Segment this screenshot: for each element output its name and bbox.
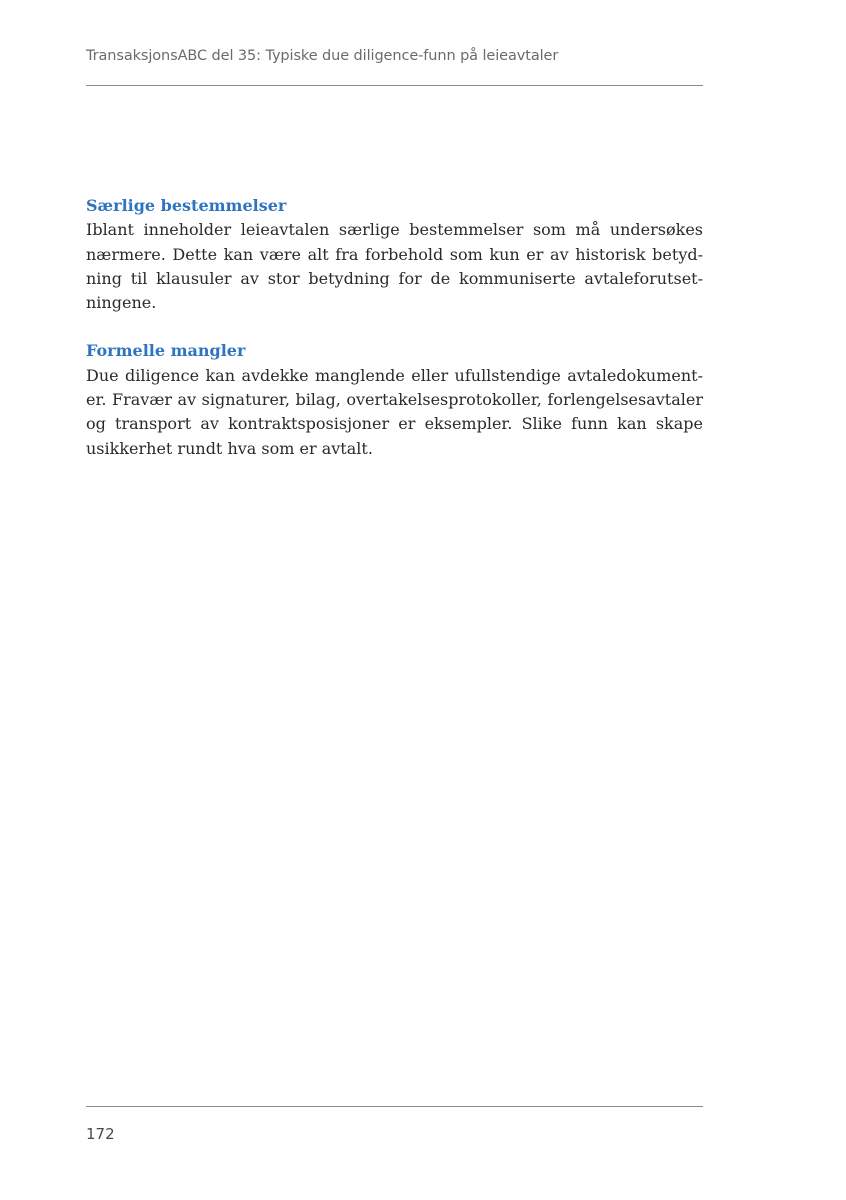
section-body: Iblant inneholder leieavtalen særlige bestemmelser som må undersøkes nærmere. Dette kan være alt fra forbehold som kun er av historisk betydning til klausuler av stor betydning for de kommuniserte avtaleforutsetningene. (86, 220, 703, 313)
main-content (86, 194, 703, 461)
section-heading: Særlige bestemmelser (86, 196, 287, 215)
section-heading: Formelle mangler (86, 341, 246, 361)
footer-divider (86, 1106, 703, 1107)
running-header-title: TransaksjonsABC del 35: Typiske due diligence-funn på leieavtaler (86, 48, 559, 64)
header-divider (86, 85, 703, 86)
section-body: Due diligence kan avdekke manglende eller ufullstendige avtaledokumenter. Fravær av signaturer, bilag, overtakelsesprotokoller, forlengelsesavtaler og transport av kontraktsposisjoner er eksempler. Slike funn kan skape usikkerhet rundt hva som er avtalt. (86, 365, 703, 458)
section-saerlige-bestemmelser (86, 194, 703, 315)
section-formelle-mangler (86, 339, 703, 460)
page-number: 172 (86, 1125, 115, 1143)
